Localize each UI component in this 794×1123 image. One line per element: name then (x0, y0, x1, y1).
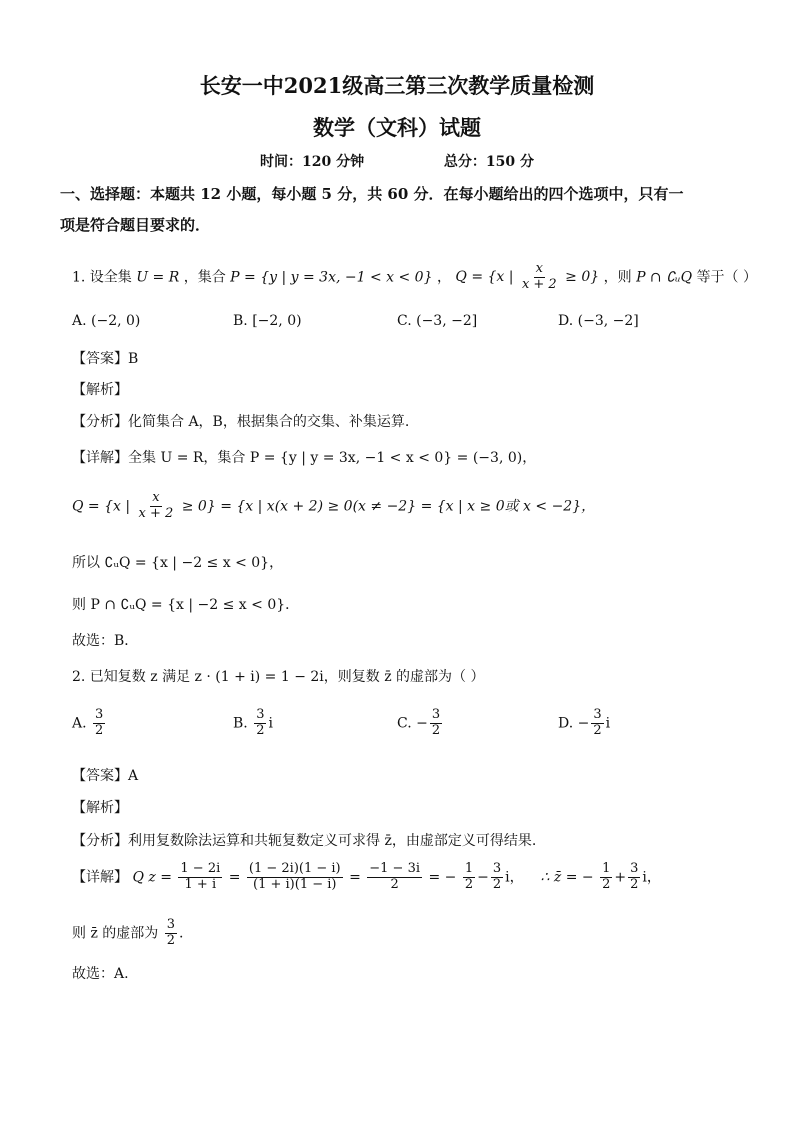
fraction-numerator: 1 (464, 861, 474, 876)
section-heading-line2: 项是符合题目要求的． (60, 216, 211, 234)
option-label: B. (233, 715, 248, 732)
answer-label: 【答案】 (72, 351, 128, 367)
q1-option-d: D. (−3, −2] (558, 313, 639, 329)
fraction-1 (178, 862, 222, 893)
q1-choose: 故选：B． (72, 633, 139, 649)
detail2-left: Q = {x | (72, 498, 131, 515)
option-fraction (430, 708, 442, 739)
q2-choose: 故选：A. (72, 966, 129, 982)
fraction-denominator: (1 + i)(1 − i) (253, 876, 337, 892)
q2-analysis-label: 【解析】 (72, 800, 128, 816)
minus-sign: − (416, 715, 428, 732)
q1-set-q (455, 261, 603, 292)
fraction-7 (628, 862, 640, 893)
fraction-numerator: 3 (95, 707, 104, 722)
fraction-numerator: x (535, 261, 543, 276)
option-fraction (93, 708, 105, 739)
plus-sign: + (614, 869, 627, 886)
equals-minus: = − (428, 869, 457, 886)
detail-text: 全集 U = R，集合 P = {y | y = 3x, −1 < x < 0} = (−3, 0)， (128, 450, 537, 466)
answer-label: 【答案】 (72, 768, 128, 784)
fenxi-text: 化简集合 A，B，根据集合的交集、补集运算. (128, 414, 410, 430)
detail-label: 【详解】 (72, 869, 128, 886)
q2-fenxi (72, 830, 794, 850)
option-label: A. (72, 715, 87, 732)
fraction-numerator: 3 (166, 917, 176, 932)
answer-value: A (128, 768, 139, 784)
q2-option-d (558, 708, 610, 739)
fraction-numerator: 3 (630, 861, 639, 876)
imag-unit: i (605, 715, 611, 732)
detail-expr: Q z = (132, 869, 172, 886)
equals-sign: = (228, 869, 241, 886)
q1-analysis-label: 【解析】 (72, 382, 128, 398)
fraction-denominator: 2 (464, 876, 474, 892)
fraction-denominator: 2 (166, 932, 176, 948)
q1-stem-text-b: ，集合 (183, 269, 226, 286)
q2-detail-1 (72, 862, 794, 893)
detail-label: 【详解】 (72, 450, 128, 466)
equals-sign: = (349, 869, 361, 886)
q2-option-b (233, 708, 273, 739)
q1-answer (72, 348, 794, 368)
q1-detail-1 (72, 447, 794, 467)
fraction-denominator: 2 (95, 722, 104, 738)
q1-stem-text: 1. 设全集 (72, 269, 132, 286)
page-title: 长安一中2021级高三第三次教学质量检测 (199, 73, 595, 98)
q1-stem-text-d: 等于（ ） (696, 269, 757, 286)
fraction-denominator: 1 + i (184, 876, 217, 892)
conclusion-period: . (179, 925, 184, 942)
q1-option-c: C. (−3, −2] (397, 313, 478, 329)
fraction-numerator: x (152, 490, 160, 505)
therefore-expr: ∴ z̄ = − (540, 869, 594, 886)
q1-set-q-left: Q = {x | (455, 269, 514, 286)
fraction-numerator: (1 − 2i)(1 − i) (248, 861, 341, 876)
detail2-right: ≥ 0} = {x | x(x + 2) ≥ 0(x ≠ −2} = {x | x ≥ 0或 x < −2}， (181, 498, 596, 515)
q1-detail-3: 所以 ∁ᵤQ = {x | −2 ≤ x < 0}， (72, 555, 284, 571)
q1-set-q-fraction (520, 262, 559, 293)
fraction-numerator: 3 (593, 707, 602, 722)
exam-time: 时间：120 分钟 (260, 154, 365, 170)
q1-detail-2 (72, 491, 794, 522)
fraction-numerator: 1 − 2i (180, 861, 221, 876)
fenxi-label: 【分析】 (72, 833, 128, 849)
q1-option-b: B. [−2, 0) (233, 313, 302, 329)
q1-detail-4: 则 P ∩ ∁ᵤQ = {x | −2 ≤ x < 0}． (72, 597, 300, 613)
conclusion-text: 则 z̄ 的虚部为 (72, 925, 159, 942)
fraction-6 (600, 862, 612, 893)
detail2-fraction (137, 491, 176, 522)
q1-fenxi (72, 411, 794, 431)
exam-meta (0, 151, 794, 171)
fraction-denominator: x + 2 (138, 505, 174, 521)
imag-tail: i， (505, 869, 524, 886)
q1-stem-text-c: ，则 (603, 269, 632, 286)
page-subtitle: 数学（文科）试题 (313, 115, 481, 140)
fraction-denominator: x + 2 (521, 276, 557, 292)
option-fraction (591, 708, 603, 739)
fraction-3 (367, 862, 422, 893)
option-label: D. (558, 715, 574, 732)
minus-sign: − (577, 715, 590, 732)
fenxi-label: 【分析】 (72, 414, 128, 430)
q2-option-a (72, 708, 107, 739)
fraction-denominator: 2 (630, 876, 639, 892)
exam-score: 总分：150 分 (443, 154, 534, 170)
imag-tail: i， (642, 869, 661, 886)
section-heading-line1: 一、选择题：本题共 12 小题，每小题 5 分，共 60 分．在每小题给出的四个选项中，只有一 (60, 185, 684, 203)
fraction-5 (491, 862, 503, 893)
q1-set-q-right: ≥ 0} (565, 269, 600, 286)
imag-unit: i (268, 715, 273, 732)
fraction-denominator: 2 (492, 876, 502, 892)
fenxi-text: 利用复数除法运算和共轭复数定义可求得 z̄，由虚部定义可得结果. (128, 833, 537, 849)
q1-comma: ， (436, 269, 451, 286)
q1-set-p: P = {y | y = 3x, −1 < x < 0} (230, 269, 433, 286)
fraction-denominator: 2 (390, 876, 399, 892)
fraction-denominator: 2 (593, 722, 602, 738)
q2-stem: 2. 已知复数 z 满足 z · (1 + i) = 1 − 2i，则复数 z̄ 的虚部为（ ） (72, 669, 485, 685)
fraction-numerator: 3 (256, 707, 265, 722)
option-fraction (254, 708, 266, 739)
conclusion-fraction (165, 918, 177, 949)
fraction-4 (463, 862, 475, 893)
fraction-denominator: 2 (256, 722, 265, 738)
fraction-2 (247, 862, 343, 893)
fraction-numerator: 3 (492, 861, 502, 876)
q1-universal-set: U = R (136, 269, 180, 286)
fraction-numerator: 1 (602, 861, 611, 876)
q2-answer (72, 765, 794, 785)
q1-option-a: A. (−2, 0) (72, 313, 141, 329)
fraction-numerator: 3 (431, 707, 441, 722)
q1-target-expr: P ∩ ∁ᵤQ (636, 269, 693, 286)
q1-stem (72, 262, 794, 293)
option-label: C. (397, 715, 412, 732)
q2-conclusion (72, 918, 794, 949)
fraction-denominator: 2 (431, 722, 441, 738)
q2-option-c (397, 708, 444, 739)
fraction-denominator: 2 (602, 876, 611, 892)
answer-value: B (128, 351, 139, 367)
minus-sign: − (477, 869, 489, 886)
fraction-numerator: −1 − 3i (369, 861, 421, 876)
